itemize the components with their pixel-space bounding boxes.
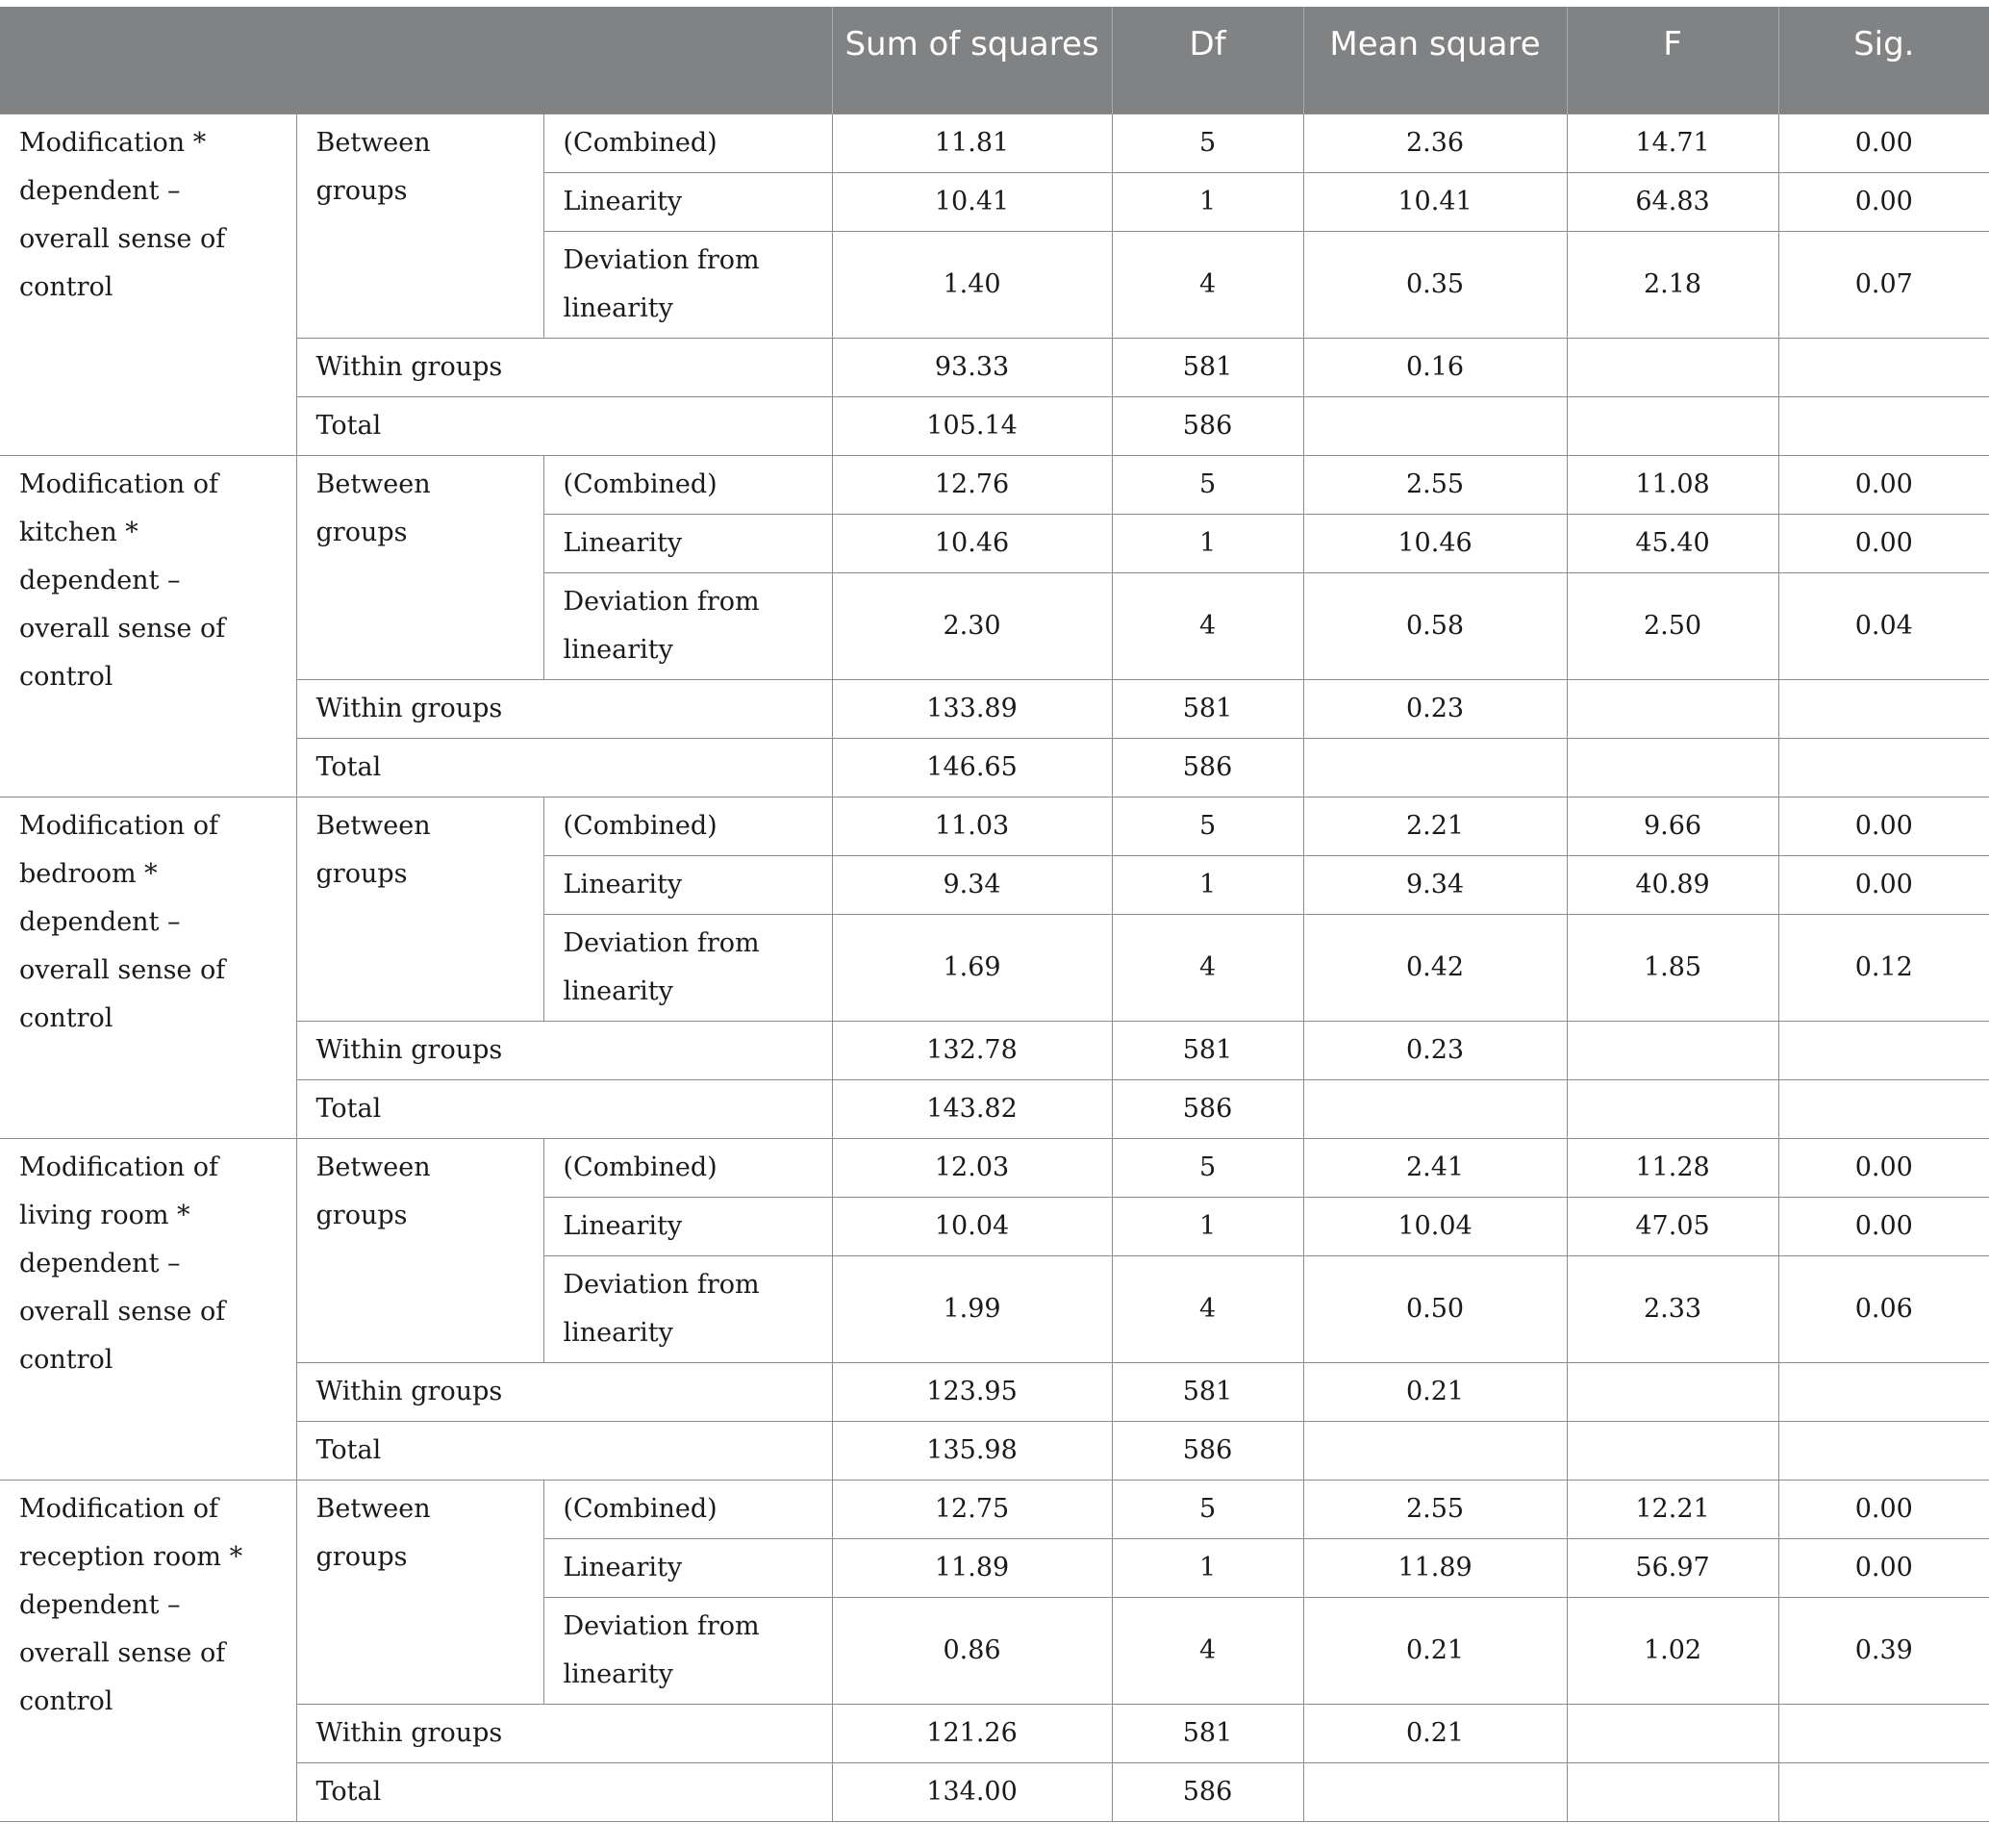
table-row xyxy=(0,1021,1989,1079)
cell-df: 586 xyxy=(1112,738,1303,797)
cell-ms: 10.46 xyxy=(1303,514,1567,572)
header-sig: Sig. xyxy=(1778,7,1989,114)
cell-f xyxy=(1567,738,1778,797)
test-label: Linearity xyxy=(543,172,832,231)
cell-ss: 1.69 xyxy=(832,914,1112,1021)
table-row xyxy=(0,1421,1989,1480)
cell-sig xyxy=(1778,396,1989,455)
cell-ss: 135.98 xyxy=(832,1421,1112,1480)
cell-ms: 0.42 xyxy=(1303,914,1567,1021)
cell-df: 5 xyxy=(1112,797,1303,855)
cell-f: 1.02 xyxy=(1567,1597,1778,1704)
between-groups-label: Between groups xyxy=(296,1480,543,1704)
table-row xyxy=(0,738,1989,797)
cell-f: 14.71 xyxy=(1567,114,1778,172)
between-groups-label: Between groups xyxy=(296,455,543,679)
cell-f: 56.97 xyxy=(1567,1538,1778,1597)
test-label: Deviation from linearity xyxy=(543,1255,832,1362)
test-label: (Combined) xyxy=(543,1138,832,1197)
cell-df: 4 xyxy=(1112,231,1303,338)
cell-df: 5 xyxy=(1112,1138,1303,1197)
cell-ss: 10.46 xyxy=(832,514,1112,572)
cell-ss: 1.40 xyxy=(832,231,1112,338)
cell-df: 1 xyxy=(1112,1197,1303,1255)
test-label: Linearity xyxy=(543,514,832,572)
total-label: Total xyxy=(296,738,832,797)
cell-ms xyxy=(1303,738,1567,797)
header-df: Df xyxy=(1112,7,1303,114)
test-label: Linearity xyxy=(543,855,832,914)
cell-sig xyxy=(1778,1421,1989,1480)
cell-f xyxy=(1567,338,1778,396)
test-label: Deviation from linearity xyxy=(543,572,832,679)
header-mean-square: Mean square xyxy=(1303,7,1567,114)
cell-f: 64.83 xyxy=(1567,172,1778,231)
cell-ms: 0.21 xyxy=(1303,1597,1567,1704)
cell-df: 1 xyxy=(1112,1538,1303,1597)
cell-sig: 0.00 xyxy=(1778,797,1989,855)
within-groups-label: Within groups xyxy=(296,1021,832,1079)
cell-ms: 0.21 xyxy=(1303,1704,1567,1762)
cell-df: 5 xyxy=(1112,1480,1303,1538)
cell-ms: 10.41 xyxy=(1303,172,1567,231)
cell-df: 1 xyxy=(1112,855,1303,914)
table-row xyxy=(0,1480,1989,1538)
cell-ms xyxy=(1303,1421,1567,1480)
cell-sig: 0.07 xyxy=(1778,231,1989,338)
cell-sig xyxy=(1778,738,1989,797)
cell-df: 4 xyxy=(1112,914,1303,1021)
header-f: F xyxy=(1567,7,1778,114)
cell-df: 581 xyxy=(1112,1021,1303,1079)
cell-ss: 133.89 xyxy=(832,679,1112,738)
header-sum-of-squares: Sum of squares xyxy=(832,7,1112,114)
cell-sig xyxy=(1778,1762,1989,1821)
cell-f: 1.85 xyxy=(1567,914,1778,1021)
cell-df: 4 xyxy=(1112,1255,1303,1362)
cell-sig xyxy=(1778,1704,1989,1762)
cell-ss: 12.03 xyxy=(832,1138,1112,1197)
test-label: Linearity xyxy=(543,1197,832,1255)
table-row xyxy=(0,338,1989,396)
cell-ms: 0.21 xyxy=(1303,1362,1567,1421)
between-groups-label: Between groups xyxy=(296,797,543,1021)
cell-ms: 2.55 xyxy=(1303,455,1567,514)
cell-ss: 134.00 xyxy=(832,1762,1112,1821)
total-label: Total xyxy=(296,1762,832,1821)
total-label: Total xyxy=(296,1421,832,1480)
cell-ss: 146.65 xyxy=(832,738,1112,797)
cell-ss: 9.34 xyxy=(832,855,1112,914)
table-row xyxy=(0,1762,1989,1821)
cell-sig: 0.00 xyxy=(1778,1480,1989,1538)
cell-df: 1 xyxy=(1112,172,1303,231)
cell-ss: 10.41 xyxy=(832,172,1112,231)
cell-sig xyxy=(1778,1021,1989,1079)
cell-ms: 0.58 xyxy=(1303,572,1567,679)
cell-f: 45.40 xyxy=(1567,514,1778,572)
cell-ss: 11.89 xyxy=(832,1538,1112,1597)
test-label: (Combined) xyxy=(543,797,832,855)
cell-ss: 132.78 xyxy=(832,1021,1112,1079)
cell-ms: 2.21 xyxy=(1303,797,1567,855)
table-row xyxy=(0,1704,1989,1762)
table-row xyxy=(0,1362,1989,1421)
cell-sig: 0.00 xyxy=(1778,514,1989,572)
between-groups-label: Between groups xyxy=(296,114,543,338)
cell-sig: 0.00 xyxy=(1778,114,1989,172)
table-row xyxy=(0,114,1989,172)
cell-df: 586 xyxy=(1112,1762,1303,1821)
cell-sig: 0.00 xyxy=(1778,1538,1989,1597)
cell-sig: 0.00 xyxy=(1778,455,1989,514)
cell-sig: 0.12 xyxy=(1778,914,1989,1021)
between-groups-label: Between groups xyxy=(296,1138,543,1362)
group-label: Modification of reception room * dependent – overall sense of control xyxy=(0,1480,296,1821)
cell-ss: 121.26 xyxy=(832,1704,1112,1762)
cell-sig: 0.00 xyxy=(1778,1197,1989,1255)
cell-ss: 11.81 xyxy=(832,114,1112,172)
cell-sig: 0.39 xyxy=(1778,1597,1989,1704)
cell-f xyxy=(1567,679,1778,738)
cell-df: 586 xyxy=(1112,1079,1303,1138)
cell-df: 586 xyxy=(1112,396,1303,455)
cell-ms: 0.16 xyxy=(1303,338,1567,396)
cell-ms: 0.35 xyxy=(1303,231,1567,338)
cell-ms: 2.55 xyxy=(1303,1480,1567,1538)
cell-f: 12.21 xyxy=(1567,1480,1778,1538)
test-label: Deviation from linearity xyxy=(543,914,832,1021)
cell-ms: 11.89 xyxy=(1303,1538,1567,1597)
cell-df: 581 xyxy=(1112,679,1303,738)
group-label: Modification of bedroom * dependent – overall sense of control xyxy=(0,797,296,1138)
table-row xyxy=(0,679,1989,738)
cell-f: 47.05 xyxy=(1567,1197,1778,1255)
table-row xyxy=(0,1138,1989,1197)
cell-df: 4 xyxy=(1112,572,1303,679)
cell-sig xyxy=(1778,679,1989,738)
cell-ms: 0.23 xyxy=(1303,679,1567,738)
cell-ss: 10.04 xyxy=(832,1197,1112,1255)
cell-sig: 0.00 xyxy=(1778,172,1989,231)
cell-df: 581 xyxy=(1112,1362,1303,1421)
table-row xyxy=(0,396,1989,455)
test-label: Deviation from linearity xyxy=(543,231,832,338)
cell-ss: 1.99 xyxy=(832,1255,1112,1362)
cell-df: 586 xyxy=(1112,1421,1303,1480)
cell-f xyxy=(1567,1704,1778,1762)
cell-df: 1 xyxy=(1112,514,1303,572)
cell-ss: 0.86 xyxy=(832,1597,1112,1704)
cell-ss: 12.75 xyxy=(832,1480,1112,1538)
cell-f: 9.66 xyxy=(1567,797,1778,855)
table-row xyxy=(0,1079,1989,1138)
cell-ms: 2.41 xyxy=(1303,1138,1567,1197)
cell-f: 11.08 xyxy=(1567,455,1778,514)
cell-ms: 10.04 xyxy=(1303,1197,1567,1255)
cell-ms: 0.50 xyxy=(1303,1255,1567,1362)
cell-f: 2.50 xyxy=(1567,572,1778,679)
header-blank xyxy=(0,7,832,114)
cell-ms: 9.34 xyxy=(1303,855,1567,914)
test-label: Linearity xyxy=(543,1538,832,1597)
cell-ss: 143.82 xyxy=(832,1079,1112,1138)
cell-ss: 2.30 xyxy=(832,572,1112,679)
cell-sig xyxy=(1778,1079,1989,1138)
cell-df: 581 xyxy=(1112,338,1303,396)
group-label: Modification of kitchen * dependent – overall sense of control xyxy=(0,455,296,797)
cell-ss: 93.33 xyxy=(832,338,1112,396)
within-groups-label: Within groups xyxy=(296,1704,832,1762)
cell-ms: 2.36 xyxy=(1303,114,1567,172)
cell-df: 5 xyxy=(1112,455,1303,514)
anova-table xyxy=(0,7,1989,1822)
table-body xyxy=(0,114,1989,1821)
cell-df: 4 xyxy=(1112,1597,1303,1704)
table-row xyxy=(0,797,1989,855)
cell-f xyxy=(1567,1362,1778,1421)
cell-sig: 0.06 xyxy=(1778,1255,1989,1362)
cell-ms xyxy=(1303,1079,1567,1138)
header-row xyxy=(0,7,1989,114)
group-label: Modification of living room * dependent – overall sense of control xyxy=(0,1138,296,1480)
cell-f: 2.33 xyxy=(1567,1255,1778,1362)
test-label: (Combined) xyxy=(543,114,832,172)
cell-f xyxy=(1567,1421,1778,1480)
cell-f xyxy=(1567,1079,1778,1138)
within-groups-label: Within groups xyxy=(296,679,832,738)
cell-ms xyxy=(1303,1762,1567,1821)
within-groups-label: Within groups xyxy=(296,338,832,396)
total-label: Total xyxy=(296,396,832,455)
cell-ss: 11.03 xyxy=(832,797,1112,855)
table-row xyxy=(0,455,1989,514)
cell-sig: 0.00 xyxy=(1778,855,1989,914)
cell-f xyxy=(1567,1762,1778,1821)
within-groups-label: Within groups xyxy=(296,1362,832,1421)
cell-f: 11.28 xyxy=(1567,1138,1778,1197)
cell-sig: 0.00 xyxy=(1778,1138,1989,1197)
group-label: Modification * dependent – overall sense of control xyxy=(0,114,296,455)
cell-ms xyxy=(1303,396,1567,455)
cell-ms: 0.23 xyxy=(1303,1021,1567,1079)
cell-f: 40.89 xyxy=(1567,855,1778,914)
test-label: (Combined) xyxy=(543,455,832,514)
cell-sig xyxy=(1778,338,1989,396)
cell-f: 2.18 xyxy=(1567,231,1778,338)
cell-ss: 105.14 xyxy=(832,396,1112,455)
cell-df: 5 xyxy=(1112,114,1303,172)
test-label: (Combined) xyxy=(543,1480,832,1538)
cell-f xyxy=(1567,396,1778,455)
cell-f xyxy=(1567,1021,1778,1079)
cell-sig xyxy=(1778,1362,1989,1421)
cell-sig: 0.04 xyxy=(1778,572,1989,679)
total-label: Total xyxy=(296,1079,832,1138)
cell-df: 581 xyxy=(1112,1704,1303,1762)
cell-ss: 123.95 xyxy=(832,1362,1112,1421)
cell-ss: 12.76 xyxy=(832,455,1112,514)
test-label: Deviation from linearity xyxy=(543,1597,832,1704)
